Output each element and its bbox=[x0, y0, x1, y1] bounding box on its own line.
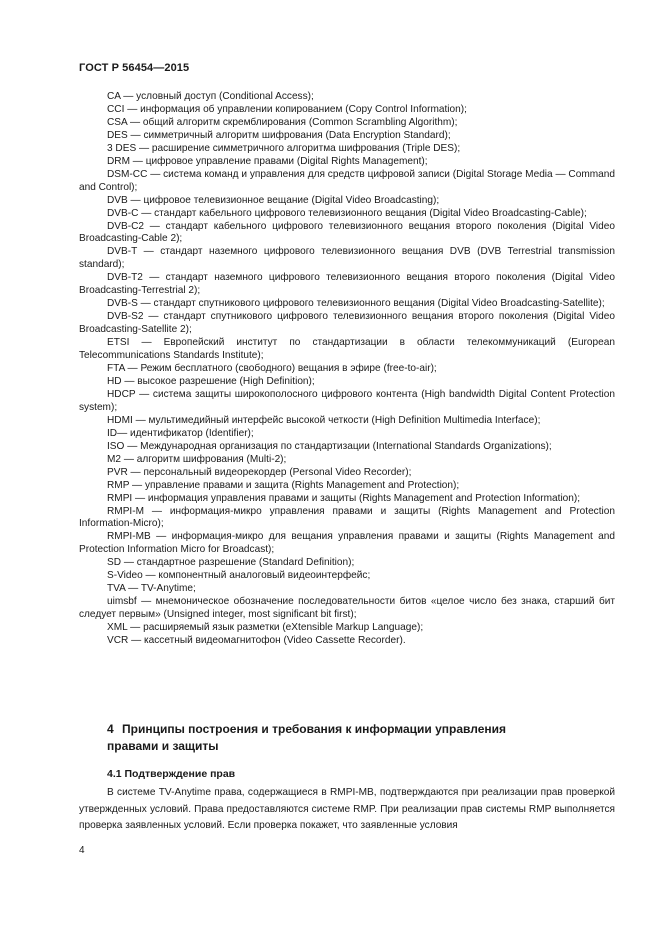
abbreviation-entry: DVB-S — стандарт спутникового цифрового телевизионного вещания (Digital Video Broadcasting-Satellite); bbox=[107, 298, 605, 310]
abbreviation-entry: CA — условный доступ (Conditional Access); bbox=[107, 91, 314, 102]
abbreviation-entry: DRM — цифровое управление правами (Digital Rights Management); bbox=[107, 155, 428, 167]
abbreviation-entry: DVB — цифровое телевизионное вещание (Digital Video Broadcasting); bbox=[107, 194, 440, 206]
abbreviation-entry: HDCP — система защиты широкополосного цифрового контента (High bandwidth Digital Content Protection system); bbox=[79, 388, 615, 413]
abbreviation-entry: ETSI — Европейский институт по стандартизации в области телекоммуникаций (European Telecommunications Standards Institute); bbox=[79, 337, 615, 362]
abbreviation-entry: HDMI — мультимедийный интерфейс высокой четкости (High Definition Multimedia Interface); bbox=[107, 414, 541, 426]
abbreviation-entry: DSM-CC — система команд и управления для средств цифровой записи (Digital Storage Media — Command and Control); bbox=[79, 168, 615, 193]
abbreviation-entry: 3 DES — расширение симметричного алгоритма шифрования (Triple DES); bbox=[107, 142, 461, 154]
abbreviation-entry: DVB-T2 — стандарт наземного цифрового телевизионного вещания второго поколения (Digital Video Broadcasting-Terrestrial 2); bbox=[79, 272, 615, 297]
page-number: 4 bbox=[79, 845, 85, 856]
body-text bbox=[79, 785, 615, 835]
section-title-line-1: Принципы построения и требования к информации управления bbox=[122, 722, 507, 736]
abbreviation-entry: XML — расширяемый язык разметки (eXtensible Markup Language); bbox=[107, 622, 424, 634]
body-paragraph: В системе TV-Anytime права, содержащиеся в RMPI-MB, подтверждаются при реализации прав проверкой утвержденных условий. Права предоставляются системе RMP. При реализации прав системы RMP выполняется проверка заявленных условий. Если проверка покажет, что заявленные условия bbox=[79, 787, 615, 832]
abbreviation-entry: DES — симметричный алгоритм шифрования (Data Encryption Standard); bbox=[107, 129, 451, 141]
standard-header: ГОСТ Р 56454—2015 bbox=[79, 62, 190, 74]
abbreviation-entry: HD — высокое разрешение (High Definition); bbox=[107, 375, 315, 387]
abbreviation-entry: SD — стандартное разрешение (Standard Definition); bbox=[107, 557, 355, 569]
abbreviation-entry: PVR — персональный видеорекордер (Personal Video Recorder); bbox=[107, 466, 412, 478]
subsection-heading: 4.1 Подтверждение прав bbox=[107, 768, 236, 780]
abbreviation-entry: ISO — Международная организация по стандартизации (International Standards Organizations); bbox=[107, 440, 552, 452]
abbreviation-entry: RMPI-M — информация-микро управления правами и защиты (Rights Management and Protection Information-Micro); bbox=[79, 505, 615, 530]
section-number: 4 bbox=[107, 722, 114, 736]
abbreviation-entry: TVA — TV-Anytime; bbox=[107, 583, 196, 595]
abbreviation-entry: ID— идентификатор (Identifier); bbox=[107, 427, 254, 439]
abbreviation-entry: VCR — кассетный видеомагнитофон (Video Cassette Recorder). bbox=[107, 635, 406, 647]
abbreviation-entry: uimsbf — мнемоническое обозначение последовательности битов «целое число без знака, старший бит следует первым» (Unsigned integer, most significant bit first); bbox=[79, 596, 615, 621]
abbreviation-entry: DVB-C — стандарт кабельного цифрового телевизионного вещания (Digital Video Broadcasting-Cable); bbox=[107, 207, 587, 219]
abbreviation-entry: RMP — управление правами и защита (Rights Management and Protection); bbox=[107, 479, 460, 491]
abbreviations-list bbox=[79, 91, 615, 648]
abbreviation-entry: S-Video — компонентный аналоговый видеоинтерфейс; bbox=[107, 570, 371, 582]
abbreviation-entry: RMPI — информация управления правами и защиты (Rights Management and Protection Information); bbox=[107, 492, 581, 504]
abbreviation-entry: RMPI-MB — информация-микро для вещания управления правами и защиты (Rights Management and Protection Information Micro for Broadcast); bbox=[79, 531, 615, 556]
abbreviation-entry: CSA — общий алгоритм скремблирования (Common Scrambling Algorithm); bbox=[107, 116, 458, 128]
abbreviation-entry: DVB-C2 — стандарт кабельного цифрового телевизионного вещания второго поколения (Digital Video Broadcasting-Cable 2); bbox=[79, 220, 615, 245]
abbreviation-entry: CCI — информация об управлении копированием (Copy Control Information); bbox=[107, 103, 467, 115]
abbreviation-entry: M2 — алгоритм шифрования (Multi-2); bbox=[107, 453, 287, 465]
abbreviation-entry: DVB-T — стандарт наземного цифрового телевизионного вещания DVB (DVB Terrestrial transmission standard); bbox=[79, 246, 615, 271]
section-title-line-2: правами и защиты bbox=[107, 739, 219, 753]
abbreviation-entry: DVB-S2 — стандарт спутникового цифрового телевизионного вещания второго поколения (Digital Video Broadcasting-Satellite 2); bbox=[79, 311, 615, 336]
abbreviation-entry: FTA — Режим бесплатного (свободного) вещания в эфире (free-to-air); bbox=[107, 363, 437, 375]
